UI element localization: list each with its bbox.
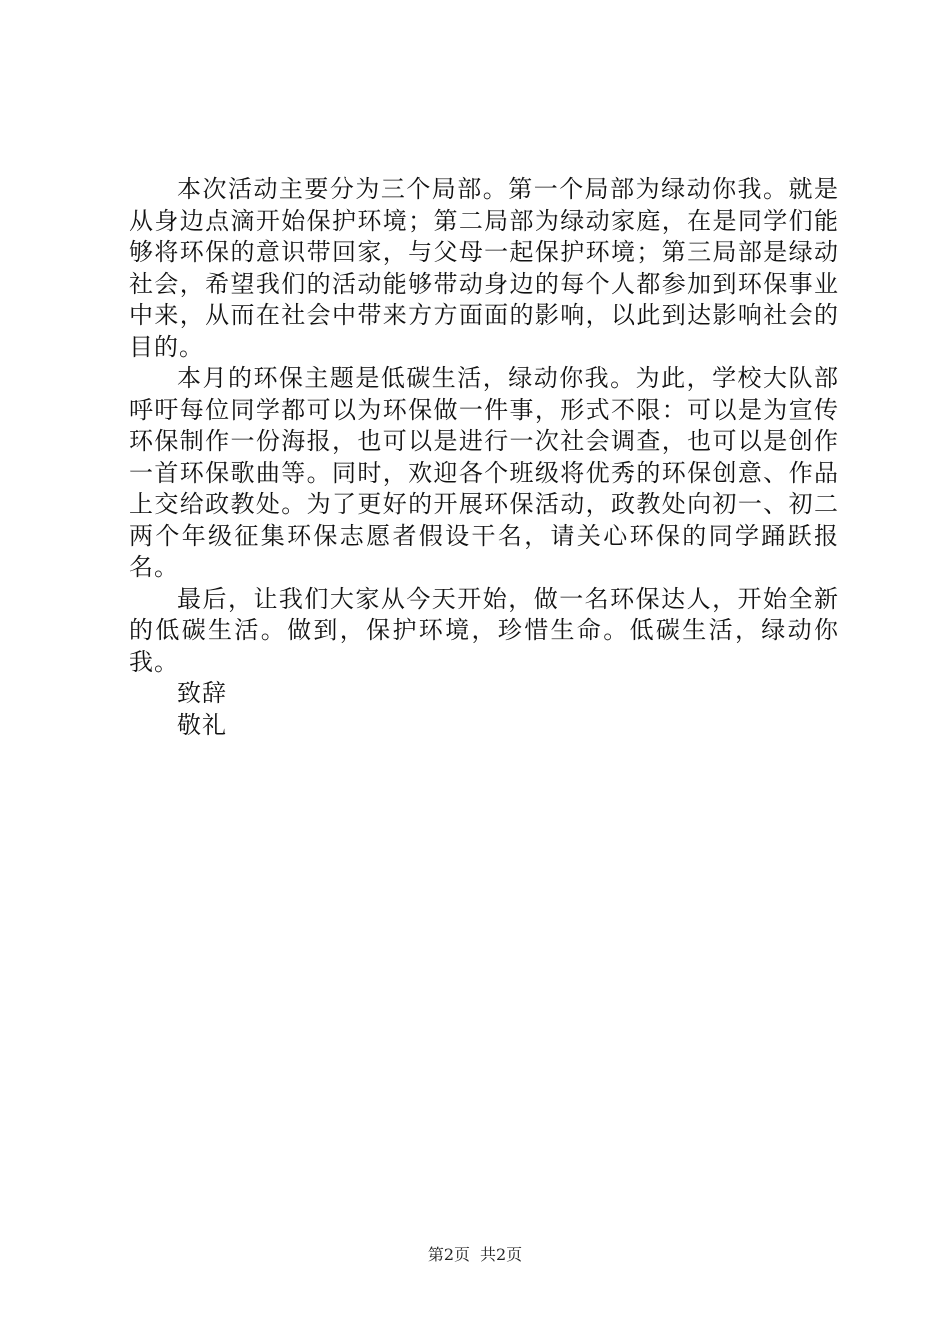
paragraph-monthly-theme: 本月的环保主题是低碳生活，绿动你我。为此，学校大队部呼吁每位同学都可以为环保做一件事，形式不限：可以是为宣传环保制作一份海报，也可以是进行一次社会调查，也可以是创作一首环保歌曲等。同时，欢迎各个班级将优秀的环保创意、作品上交给政教处。为了更好的开展环保活动，政教处向初一、初二两个年级征集环保志愿者假设干名，请关心环保的同学踊跃报名。 — [129, 364, 839, 581]
document-body — [129, 174, 839, 741]
closing-speech-end: 致辞 — [177, 679, 227, 707]
page-number-total: 共2页 — [480, 1245, 523, 1264]
page-footer — [0, 1245, 950, 1265]
paragraph-conclusion: 最后，让我们大家从今天开始，做一名环保达人，开始全新的低碳生活。做到，保护环境，珍惜生命。低碳生活，绿动你我。 — [129, 584, 839, 676]
closing-salutation: 敬礼 — [177, 710, 227, 739]
paragraph-activity-parts: 本次活动主要分为三个局部。第一个局部为绿动你我。就是从身边点滴开始保护环境；第二局部为绿动家庭，在是同学们能够将环保的意识带回家，与父母一起保护环境；第三局部是绿动社会，希望我们的活动能够带动身边的每个人都参加到环保事业中来，从而在社会中带来方方面面的影响，以此到达影响社会的目的。 — [129, 175, 839, 361]
page-number-current: 第2页 — [427, 1245, 470, 1264]
